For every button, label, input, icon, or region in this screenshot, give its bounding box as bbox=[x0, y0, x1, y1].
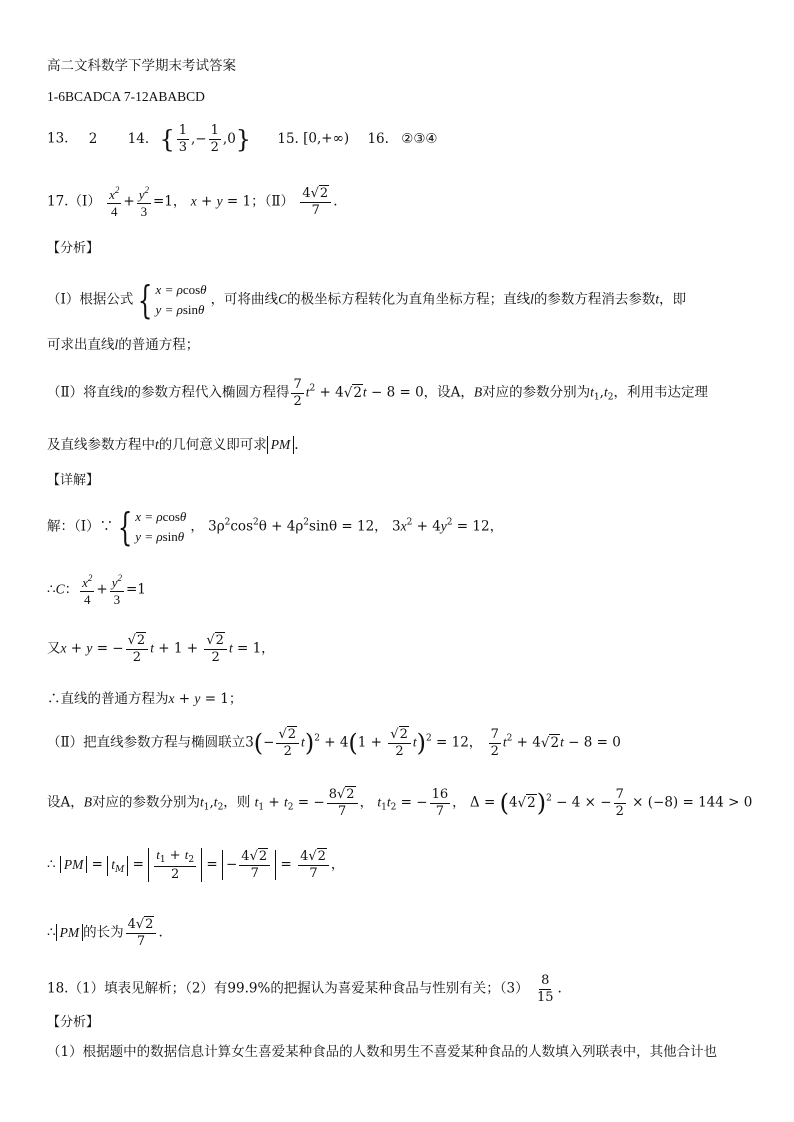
q14-label: 14. bbox=[127, 130, 150, 147]
q16-answer: ②③④ bbox=[401, 130, 438, 147]
q17-analysis-part2: （Ⅱ）将直线l的参数方程代入椭圆方程得 $\frac{7}{2}$ $t^2 + 4√2t - 8 = 0$，设A，B对应的参数分别为$t_1,t_2$，利用韦达定理 bbox=[47, 377, 708, 409]
q16-label: 16. bbox=[367, 130, 389, 147]
q17-analysis-part1-line2: 可求出直线l的普通方程； bbox=[47, 337, 200, 353]
q15-answer: [0,+∞) bbox=[303, 130, 350, 147]
q18-answer: 18.（1）填表见解析；（2）有99.9%的把握认为喜爱某种食品与性别有关；（3） $\frac{8}{15}$ . bbox=[47, 973, 562, 1005]
q17-solution-vieta: 设A，B对应的参数分别为$t_1,t_2$，则 $t_1 + t_2$ = − $\frac{8√2}{7}$ ， $t_1t_2$ = − $\frac{16}{7}$ ， $\Delta = (4√2)^2 - 4$ × − $\frac{7}{2}$ × (−8) = 144 > 0 bbox=[47, 787, 753, 819]
q13-answer: 2 bbox=[88, 130, 98, 147]
q17-solution-conclusion: ∴ PM 的长为 $\frac{4√2}{7}$ . bbox=[47, 917, 163, 949]
q17-solution-pm: ∴ PM = $t_M$ = $\frac{t_1 + t_2}{2}$ = − $\frac{4√2}{7}$ = $\frac{4√2}{7}$ ， bbox=[47, 847, 345, 883]
q17-solution-line-eq: 又x + y = − $\frac{√2}{2}$ t + 1 + $\frac{√2}{2}$ t = 1， bbox=[47, 633, 275, 665]
q17-answer: 17.（Ⅰ） $\frac{x^2}{4}$ + $\frac{y^2}{3}$ =1， x + y = 1；（Ⅱ） $\frac{4√2}{7}$ . bbox=[47, 185, 338, 219]
q17-analysis-part1: （Ⅰ）根据公式 { x = ρcosθ y = ρsinθ ，可将曲线C的极坐标方程转化为直角坐标方程；直线l的参数方程消去参数t，即 bbox=[47, 278, 687, 323]
q17-detail-header: 【详解】 bbox=[47, 473, 100, 488]
q17-solution-curve: ∴C： $\frac{x^2}{4}$ + $\frac{y^2}{3}$ =1 bbox=[47, 573, 146, 607]
q17-analysis-header: 【分析】 bbox=[47, 241, 100, 256]
q14-answer: { $\frac{1}{3}$ ,− $\frac{1}{2}$ ,0} bbox=[159, 123, 252, 155]
q17-solution-line1: 解：（Ⅰ）∵ { x = ρcosθ y = ρsinθ ， $3\rho^2\cos^2\theta + 4\rho^2\sin\theta = 12$， $3x^2 + 4y^2 = 12$， bbox=[47, 505, 504, 550]
q17-analysis-part2-line2: 及直线参数方程中t的几何意义即可求 PM . bbox=[47, 437, 299, 453]
q17-solution-part2: （Ⅱ）把直线参数方程与椭圆联立3(− $\frac{√2}{2}$ t)$^2$ + 4(1 + $\frac{√2}{2}$ t)$^2$ = 12， $\frac{7}{2}$ $t^2 + 4√2t - 8 = 0$ bbox=[47, 727, 621, 759]
q17-solution-normal-eq: ∴直线的普通方程为x + y = 1； bbox=[47, 691, 243, 707]
q15-label: 15. bbox=[277, 130, 299, 147]
blank-answers-row bbox=[47, 124, 438, 154]
q18-analysis-header: 【分析】 bbox=[47, 1015, 100, 1030]
choice-answers: 1-6BCADCA 7-12ABABCD bbox=[47, 89, 205, 104]
q18-analysis-part1: （1）根据题中的数据信息计算女生喜爱某种食品的人数和男生不喜爱某种食品的人数填入列联表中，其他合计也 bbox=[47, 1044, 718, 1060]
q13-label: 13. bbox=[47, 130, 69, 147]
document-title: 高二文科数学下学期末考试答案 bbox=[47, 58, 236, 74]
